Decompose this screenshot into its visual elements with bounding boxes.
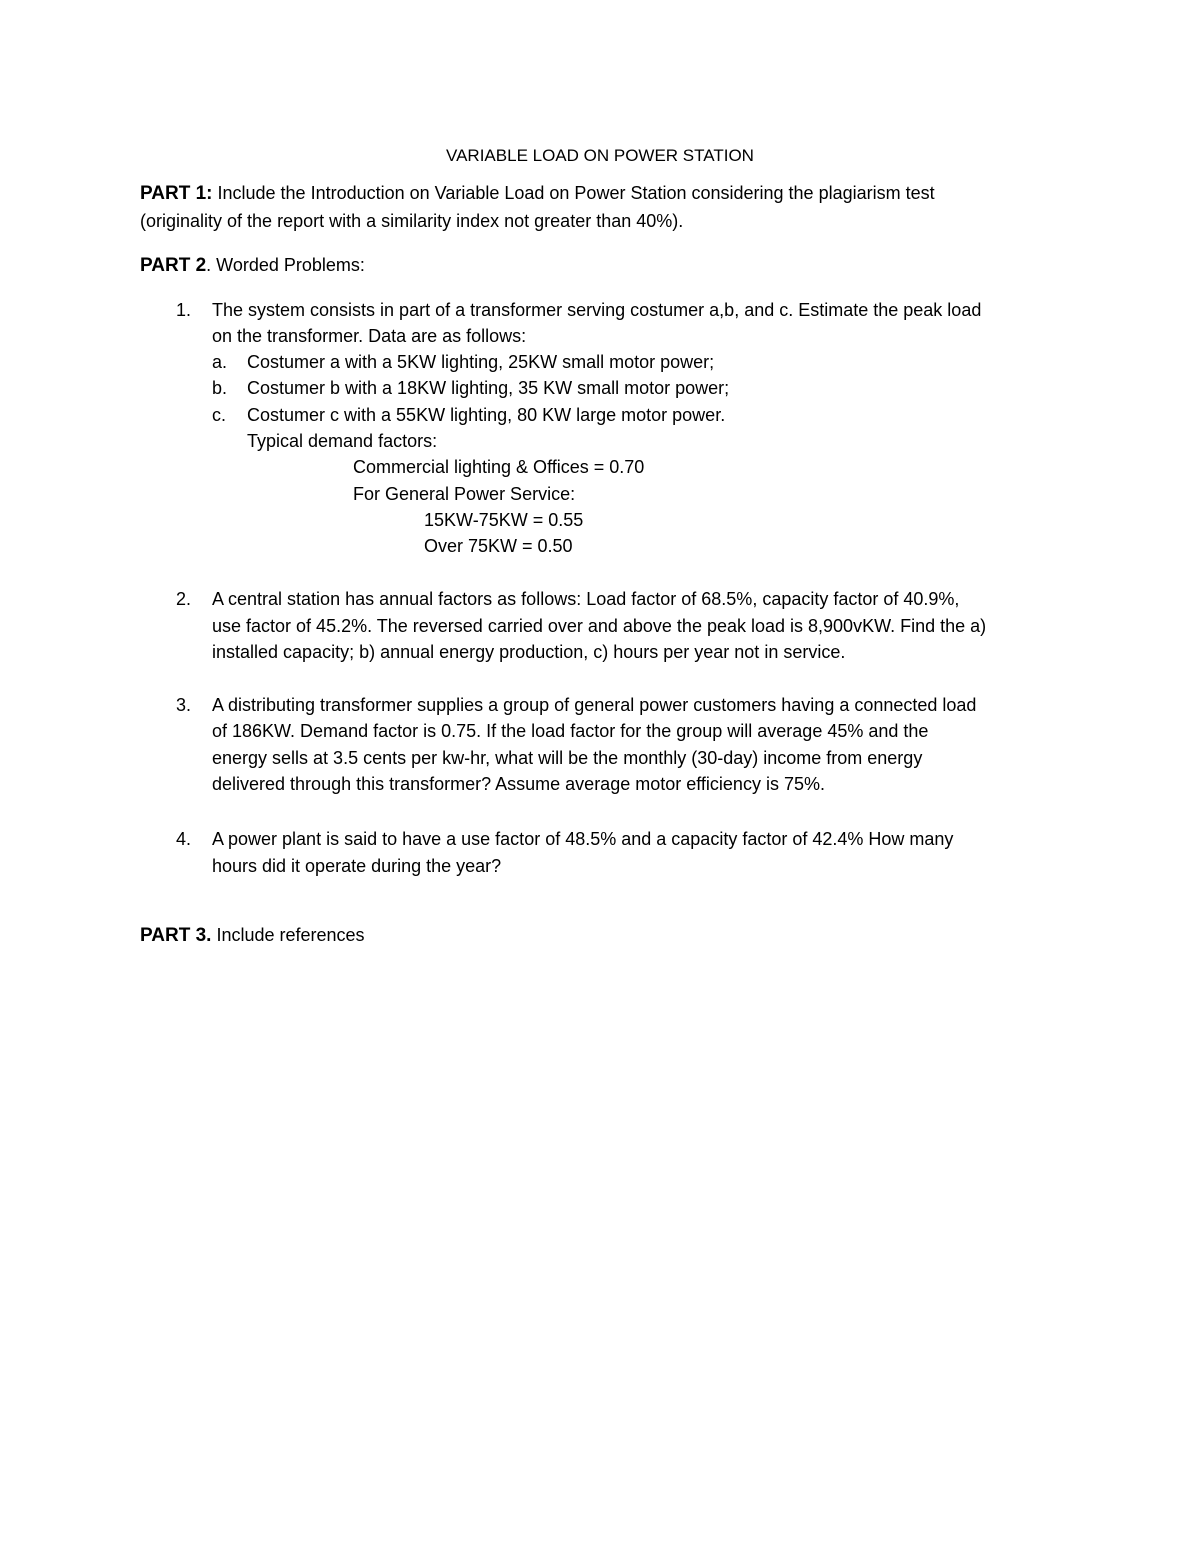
part1-paragraph	[140, 182, 935, 205]
page-title: VARIABLE LOAD ON POWER STATION	[446, 146, 754, 165]
problem-line: installed capacity; b) annual energy production, c) hours per year not in service.	[212, 642, 846, 662]
problem-line: energy sells at 3.5 cents per kw-hr, what will be the monthly (30-day) income from energy	[212, 748, 923, 768]
item-text: Costumer a with a 5KW lighting, 25KW small motor power;	[247, 352, 715, 372]
problem-number: 3.	[176, 695, 192, 715]
problem-line: on the transformer. Data are as follows:	[212, 326, 527, 346]
part3-label: PART 3.	[140, 925, 212, 946]
problem-number: 2.	[176, 589, 192, 609]
problem-line: A distributing transformer supplies a group of general power customers having a connected load	[212, 695, 977, 715]
problem-number: 1.	[176, 300, 192, 320]
problem-line: hours did it operate during the year?	[212, 856, 502, 876]
problem-line: A power plant is said to have a use factor of 48.5% and a capacity factor of 42.4% How many	[212, 829, 954, 849]
item-letter: a.	[212, 352, 228, 372]
problem-line: The system consists in part of a transformer serving costumer a,b, and c. Estimate the peak load	[212, 300, 982, 320]
item-letter: c.	[212, 405, 227, 425]
demand-heading: Typical demand factors:	[247, 431, 438, 451]
range-factor: Over 75KW = 0.50	[424, 536, 573, 556]
part3-paragraph	[140, 924, 365, 947]
problem-line: of 186KW. Demand factor is 0.75. If the load factor for the group will average 45% and the	[212, 721, 929, 741]
part1-label: PART 1:	[140, 183, 213, 204]
problem-number: 4.	[176, 829, 192, 849]
item-text: Costumer b with a 18KW lighting, 35 KW small motor power;	[247, 378, 730, 398]
part1-line2: (originality of the report with a similarity index not greater than 40%).	[140, 211, 684, 231]
problem-line: use factor of 45.2%. The reversed carried over and above the peak load is 8,900vKW. Find the a)	[212, 616, 987, 636]
problem-line: A central station has annual factors as follows: Load factor of 68.5%, capacity factor of 40.9%,	[212, 589, 960, 609]
problem-line: delivered through this transformer? Assume average motor efficiency is 75%.	[212, 774, 825, 794]
range-factor: 15KW-75KW = 0.55	[424, 510, 584, 530]
item-letter: b.	[212, 378, 228, 398]
item-text: Costumer c with a 55KW lighting, 80 KW large motor power.	[247, 405, 726, 425]
general-power-heading: For General Power Service:	[353, 484, 576, 504]
commercial-factor: Commercial lighting & Offices = 0.70	[353, 457, 645, 477]
part2-label: PART 2	[140, 255, 207, 276]
part1-line1: Include the Introduction on Variable Load on Power Station considering the plagiarism test	[217, 183, 935, 203]
part3-text: Include references	[216, 925, 365, 945]
part2-heading	[140, 254, 365, 277]
part2-text: . Worded Problems:	[206, 255, 365, 275]
